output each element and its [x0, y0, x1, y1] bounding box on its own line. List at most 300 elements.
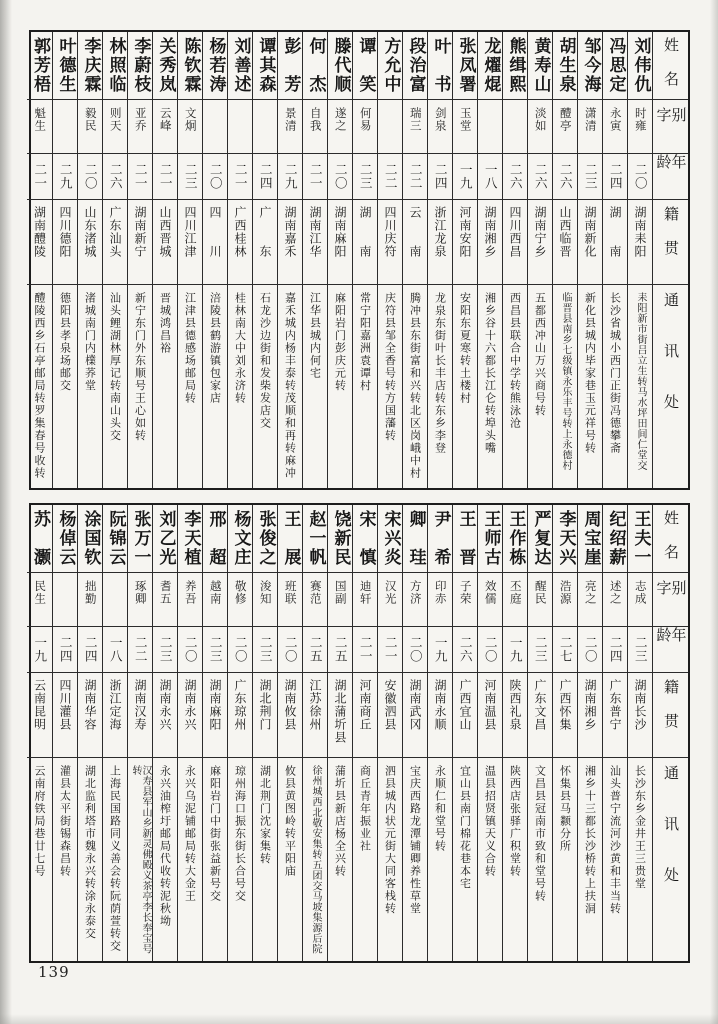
name-text: 张万一 — [130, 510, 151, 567]
origin-text: 浙江龙泉 — [433, 206, 447, 258]
origin-cell — [328, 200, 352, 285]
origin-text: 湖北蒲圻县 — [333, 679, 347, 744]
address-cell — [428, 758, 452, 961]
name-text: 卿 珪 — [405, 510, 426, 567]
courtesy-name-cell — [178, 573, 202, 627]
age-cell — [253, 154, 277, 200]
origin-text: 湖南攸县 — [283, 679, 297, 731]
entry-column — [302, 32, 327, 488]
address-cell — [178, 285, 202, 488]
address-text: 渚城南门内檏荞堂 — [83, 292, 97, 392]
entry-column — [352, 32, 377, 488]
origin-cell — [178, 673, 202, 758]
origin-text: 湖南醴陵 — [32, 206, 47, 258]
entry-column — [627, 505, 652, 961]
courtesy-name-cell — [253, 100, 277, 154]
origin-text: 广西宜山 — [458, 679, 472, 731]
age-text: 二三 — [358, 163, 374, 190]
age-cell — [78, 154, 102, 200]
address-cell — [203, 285, 227, 488]
address-cell — [378, 758, 402, 961]
name-text: 张俊之 — [255, 510, 276, 567]
age-cell — [228, 627, 252, 673]
courtesy-name-cell — [578, 100, 602, 154]
origin-cell — [403, 673, 427, 758]
entry-column — [627, 32, 652, 488]
address-text: 临晋县南乡七级镇永乐丰号转上永德村 — [560, 292, 571, 471]
origin-cell — [603, 673, 627, 758]
courtesy-name-text: 方济 — [408, 580, 423, 605]
origin-text: 安徽泗县 — [383, 679, 397, 731]
origin-text: 湖南新化 — [583, 206, 597, 258]
name-cell — [203, 32, 227, 100]
column-header-label: 年 龄 — [654, 627, 688, 661]
address-text: 汕头普宁流河沙黄和丰当转 — [608, 765, 622, 915]
entry-column — [552, 32, 577, 488]
header-column — [652, 505, 688, 961]
age-text: 二三 — [183, 163, 199, 190]
courtesy-name-text: 敬修 — [233, 580, 248, 605]
age-text: 二二 — [383, 163, 399, 190]
courtesy-name-cell — [628, 573, 652, 627]
age-cell — [53, 627, 77, 673]
courtesy-name-text: 子荣 — [458, 580, 473, 605]
age-text: 一九 — [32, 636, 48, 663]
courtesy-name-cell — [203, 573, 227, 627]
courtesy-name-cell — [228, 100, 252, 154]
address-text: 新化县城内毕家巷玉元祥号转 — [583, 292, 597, 455]
courtesy-name-cell — [628, 100, 652, 154]
age-text: 二〇 — [583, 636, 599, 663]
column-header-courtesy-name — [653, 573, 688, 627]
entry-column — [252, 32, 277, 488]
name-cell — [353, 32, 377, 100]
column-header-origin — [653, 200, 688, 285]
address-cell — [203, 758, 227, 961]
courtesy-name-cell — [603, 573, 627, 627]
name-text: 彭 芳 — [280, 37, 301, 94]
name-cell — [228, 32, 252, 100]
address-cell — [553, 285, 577, 488]
origin-text: 云南昆明 — [32, 679, 47, 731]
age-text: 二〇 — [233, 636, 249, 663]
courtesy-name-text: 拙勤 — [83, 580, 98, 605]
column-header-label: 别 字 — [654, 580, 688, 614]
address-text: 汉寿县军山乡新灵佛殿义茶亭李长奉宝号转 — [130, 765, 151, 954]
origin-text: 山西临晋 — [558, 206, 572, 258]
address-cell — [603, 758, 627, 961]
origin-cell — [278, 673, 302, 758]
origin-text: 云 南 — [408, 206, 422, 258]
address-cell — [478, 758, 502, 961]
origin-cell — [128, 200, 152, 285]
column-header-label: 籍 贯 — [662, 206, 680, 257]
origin-text: 江苏徐州 — [308, 679, 322, 731]
age-cell — [578, 627, 602, 673]
origin-text: 湖南新宁 — [133, 206, 147, 258]
address-cell — [228, 758, 252, 961]
origin-cell — [628, 673, 652, 758]
age-cell — [628, 627, 652, 673]
name-cell — [428, 505, 452, 573]
name-text: 胡生泉 — [555, 37, 576, 94]
courtesy-name-cell — [178, 100, 202, 154]
age-cell — [103, 627, 127, 673]
origin-text: 浙江定海 — [108, 679, 122, 731]
name-text: 滕代顺 — [330, 37, 351, 94]
origin-cell — [603, 200, 627, 285]
origin-cell — [378, 200, 402, 285]
courtesy-name-cell — [303, 573, 327, 627]
age-text: 二二 — [133, 636, 149, 663]
address-cell — [153, 758, 177, 961]
name-text: 张凤署 — [455, 37, 476, 94]
entry-column — [27, 32, 52, 488]
address-cell — [403, 758, 427, 961]
origin-cell — [553, 673, 577, 758]
name-text: 关秀岚 — [155, 37, 176, 94]
age-cell — [403, 154, 427, 200]
courtesy-name-text: 遂之 — [333, 107, 348, 132]
age-cell — [378, 154, 402, 200]
address-cell — [103, 758, 127, 961]
origin-text: 湖南永兴 — [158, 679, 172, 731]
entry-column — [427, 32, 452, 488]
age-text: 二三 — [583, 163, 599, 190]
origin-cell — [528, 673, 552, 758]
entry-column — [527, 32, 552, 488]
age-text: 二一 — [32, 163, 48, 190]
courtesy-name-text: 何易 — [358, 107, 373, 132]
address-text: 德阳县孝泉场邮交 — [58, 292, 72, 392]
entry-column — [377, 32, 402, 488]
origin-cell — [528, 200, 552, 285]
courtesy-name-cell — [328, 573, 352, 627]
name-text: 冯思定 — [605, 37, 626, 94]
age-cell — [403, 627, 427, 673]
address-cell — [78, 285, 102, 488]
origin-text: 湖南宁乡 — [533, 206, 547, 258]
name-cell — [128, 505, 152, 573]
courtesy-name-text: 醒民 — [533, 580, 548, 605]
age-cell — [503, 627, 527, 673]
courtesy-name-cell — [253, 573, 277, 627]
name-cell — [103, 32, 127, 100]
scan-gutter-shadow — [0, 0, 12, 1024]
courtesy-name-cell — [278, 100, 302, 154]
address-cell — [628, 758, 652, 961]
age-text: 二四 — [58, 636, 74, 663]
address-cell — [503, 758, 527, 961]
name-cell — [553, 505, 577, 573]
address-text: 嘉禾城内杨丰泰转茂顺和再转麻冲 — [283, 292, 297, 480]
courtesy-name-cell — [103, 573, 127, 627]
origin-text: 广东文昌 — [533, 679, 547, 731]
age-cell — [103, 154, 127, 200]
address-cell — [603, 285, 627, 488]
age-cell — [353, 154, 377, 200]
origin-text: 四川德阳 — [58, 206, 72, 258]
column-header-courtesy-name — [653, 100, 688, 154]
origin-cell — [278, 200, 302, 285]
entry-column — [152, 32, 177, 488]
name-text: 陈钦霖 — [180, 37, 201, 94]
age-cell — [27, 154, 52, 200]
origin-text: 广西桂林 — [233, 206, 247, 258]
entry-column — [377, 505, 402, 961]
origin-text: 陕西礼泉 — [508, 679, 522, 731]
entry-column — [527, 505, 552, 961]
name-text: 王作栋 — [505, 510, 526, 567]
origin-text: 四川江津 — [183, 206, 197, 258]
age-text: 一八 — [108, 636, 124, 663]
name-cell — [603, 505, 627, 573]
address-text: 庆符县邹全香号转方国藩转 — [383, 292, 397, 442]
name-cell — [578, 505, 602, 573]
courtesy-name-text: 民生 — [33, 580, 48, 605]
age-cell — [628, 154, 652, 200]
age-cell — [253, 627, 277, 673]
name-cell — [103, 505, 127, 573]
name-cell — [27, 32, 52, 100]
courtesy-name-cell — [278, 573, 302, 627]
courtesy-name-text: 则天 — [108, 107, 123, 132]
courtesy-name-text: 浚知 — [258, 580, 273, 605]
name-text: 黄寿山 — [530, 37, 551, 94]
origin-text: 湖南永兴 — [183, 679, 197, 731]
origin-text: 湖南华容 — [83, 679, 97, 731]
origin-cell — [478, 200, 502, 285]
age-cell — [428, 154, 452, 200]
name-text: 李庆霖 — [80, 37, 101, 94]
address-text: 醴陵西乡石亭邮局转罗集春号收转 — [33, 292, 46, 480]
name-text: 杨若涛 — [205, 37, 226, 94]
courtesy-name-cell — [153, 100, 177, 154]
name-cell — [153, 32, 177, 100]
origin-cell — [553, 200, 577, 285]
address-text: 文昌县冠南市致和堂号转 — [533, 765, 547, 903]
origin-cell — [228, 673, 252, 758]
courtesy-name-cell — [478, 100, 502, 154]
name-text: 宋兴炎 — [380, 510, 401, 567]
courtesy-name-text: 文炯 — [183, 107, 198, 132]
courtesy-name-text: 汉光 — [383, 580, 398, 605]
courtesy-name-text: 越南 — [208, 580, 223, 605]
address-cell — [328, 758, 352, 961]
courtesy-name-cell — [528, 100, 552, 154]
age-cell — [303, 154, 327, 200]
name-cell — [78, 505, 102, 573]
courtesy-name-cell — [403, 573, 427, 627]
age-cell — [478, 154, 502, 200]
directory-table-2 — [29, 503, 690, 963]
courtesy-name-cell — [353, 100, 377, 154]
age-text: 二六 — [533, 163, 549, 190]
address-text: 长沙省城小西门正街冯德攀斋 — [608, 292, 622, 455]
courtesy-name-cell — [603, 100, 627, 154]
address-cell — [153, 285, 177, 488]
entry-column — [327, 32, 352, 488]
entry-column — [502, 32, 527, 488]
courtesy-name-cell — [428, 573, 452, 627]
origin-cell — [378, 673, 402, 758]
name-cell — [228, 505, 252, 573]
name-cell — [503, 505, 527, 573]
address-text: 商丘青年振业社 — [358, 765, 372, 853]
age-cell — [553, 627, 577, 673]
entry-column — [227, 505, 252, 961]
origin-text: 广东琼州 — [233, 679, 247, 731]
entry-column — [102, 505, 127, 961]
origin-cell — [303, 673, 327, 758]
age-text: 二五 — [333, 636, 349, 663]
courtesy-name-cell — [578, 573, 602, 627]
age-text: 二三 — [208, 636, 224, 663]
address-cell — [303, 758, 327, 961]
address-text: 江津县德感场邮局转 — [183, 292, 197, 405]
address-text: 晋城鸿昌裕 — [158, 292, 172, 355]
name-text: 杨文庄 — [230, 510, 251, 567]
column-header-age — [653, 627, 688, 673]
address-cell — [253, 285, 277, 488]
origin-text: 四川西昌 — [508, 206, 522, 258]
courtesy-name-cell — [453, 100, 477, 154]
origin-cell — [428, 200, 452, 285]
name-text: 阮锦云 — [105, 510, 126, 567]
age-cell — [203, 627, 227, 673]
origin-text: 湖南嘉禾 — [283, 206, 297, 258]
origin-cell — [628, 200, 652, 285]
courtesy-name-text: 淡如 — [533, 107, 548, 132]
origin-text: 四 川 — [208, 206, 222, 258]
address-text: 湘乡谷十六都长江仑转埠头嘴 — [483, 292, 497, 455]
origin-text: 四川灌县 — [58, 679, 72, 731]
address-text: 湘乡十三都长沙桥转上扶洞 — [583, 765, 597, 915]
age-cell — [428, 627, 452, 673]
name-text: 邢 超 — [205, 510, 226, 567]
courtesy-name-cell — [228, 573, 252, 627]
origin-cell — [203, 673, 227, 758]
age-cell — [503, 154, 527, 200]
age-cell — [303, 627, 327, 673]
courtesy-name-text: 志成 — [633, 580, 648, 605]
address-cell — [528, 285, 552, 488]
origin-text: 湖南麻阳 — [333, 206, 347, 258]
name-cell — [453, 505, 477, 573]
name-text: 刘乙光 — [155, 510, 176, 567]
age-cell — [453, 154, 477, 200]
origin-text: 湖 南 — [608, 206, 622, 258]
age-cell — [578, 154, 602, 200]
address-cell — [78, 758, 102, 961]
courtesy-name-cell — [453, 573, 477, 627]
entry-column — [502, 505, 527, 961]
origin-cell — [103, 200, 127, 285]
courtesy-name-cell — [53, 573, 77, 627]
courtesy-name-cell — [103, 100, 127, 154]
entry-column — [302, 505, 327, 961]
address-text: 涪陵县鹤游镇包家店 — [208, 292, 222, 405]
address-text: 徐州城西北敬安集转五团交马坡集源后院 — [310, 765, 321, 954]
age-text: 二〇 — [483, 636, 499, 663]
entry-column — [152, 505, 177, 961]
origin-cell — [53, 673, 77, 758]
origin-cell — [153, 673, 177, 758]
name-cell — [403, 505, 427, 573]
address-cell — [53, 758, 77, 961]
name-text: 纪绍薪 — [605, 510, 626, 567]
address-cell — [278, 285, 302, 488]
age-cell — [603, 627, 627, 673]
address-cell — [478, 285, 502, 488]
origin-cell — [503, 673, 527, 758]
name-text: 叶 书 — [430, 37, 451, 94]
column-header-label: 通 讯 处 — [662, 765, 680, 884]
age-cell — [453, 627, 477, 673]
courtesy-name-cell — [203, 100, 227, 154]
name-cell — [78, 32, 102, 100]
header-column — [652, 32, 688, 488]
age-text: 二九 — [58, 163, 74, 190]
origin-text: 湖南永顺 — [433, 679, 447, 731]
name-text: 段治富 — [405, 37, 426, 94]
courtesy-name-text: 印赤 — [433, 580, 448, 605]
age-cell — [178, 154, 202, 200]
courtesy-name-text: 丕庭 — [508, 580, 523, 605]
name-cell — [278, 32, 302, 100]
age-text: 二〇 — [283, 636, 299, 663]
entry-column — [552, 505, 577, 961]
name-text: 刘善述 — [230, 37, 251, 94]
column-header-label: 别 字 — [654, 107, 688, 141]
courtesy-name-cell — [353, 573, 377, 627]
column-header-age — [653, 154, 688, 200]
address-cell — [303, 285, 327, 488]
address-text: 常宁阳嘉洲袁谭村 — [358, 292, 372, 392]
courtesy-name-text: 班联 — [283, 580, 298, 605]
origin-text: 河南安阳 — [458, 206, 472, 258]
column-header-name — [653, 32, 688, 100]
courtesy-name-cell — [503, 573, 527, 627]
name-cell — [478, 32, 502, 100]
courtesy-name-text: 潇清 — [583, 107, 598, 132]
courtesy-name-text: 耆五 — [158, 580, 173, 605]
courtesy-name-cell — [78, 573, 102, 627]
courtesy-name-text: 效儒 — [483, 580, 498, 605]
name-text: 谭其森 — [255, 37, 276, 94]
courtesy-name-cell — [553, 100, 577, 154]
name-text: 王夫一 — [630, 510, 651, 567]
courtesy-name-text: 亮之 — [583, 580, 598, 605]
courtesy-name-text: 浩源 — [558, 580, 573, 605]
address-cell — [453, 758, 477, 961]
name-cell — [178, 32, 202, 100]
name-text: 杨倬云 — [55, 510, 76, 567]
age-cell — [153, 627, 177, 673]
name-text: 饶新民 — [330, 510, 351, 567]
age-cell — [278, 627, 302, 673]
address-text: 温县招贤镇天义合转 — [483, 765, 497, 878]
name-cell — [378, 32, 402, 100]
name-cell — [628, 505, 652, 573]
name-cell — [403, 32, 427, 100]
name-cell — [53, 32, 77, 100]
address-text: 攸县黄图岭转平阳庙 — [283, 765, 297, 878]
address-cell — [128, 285, 152, 488]
name-text: 苏 灏 — [30, 510, 50, 567]
column-header-label: 年 龄 — [654, 154, 688, 188]
courtesy-name-cell — [328, 100, 352, 154]
